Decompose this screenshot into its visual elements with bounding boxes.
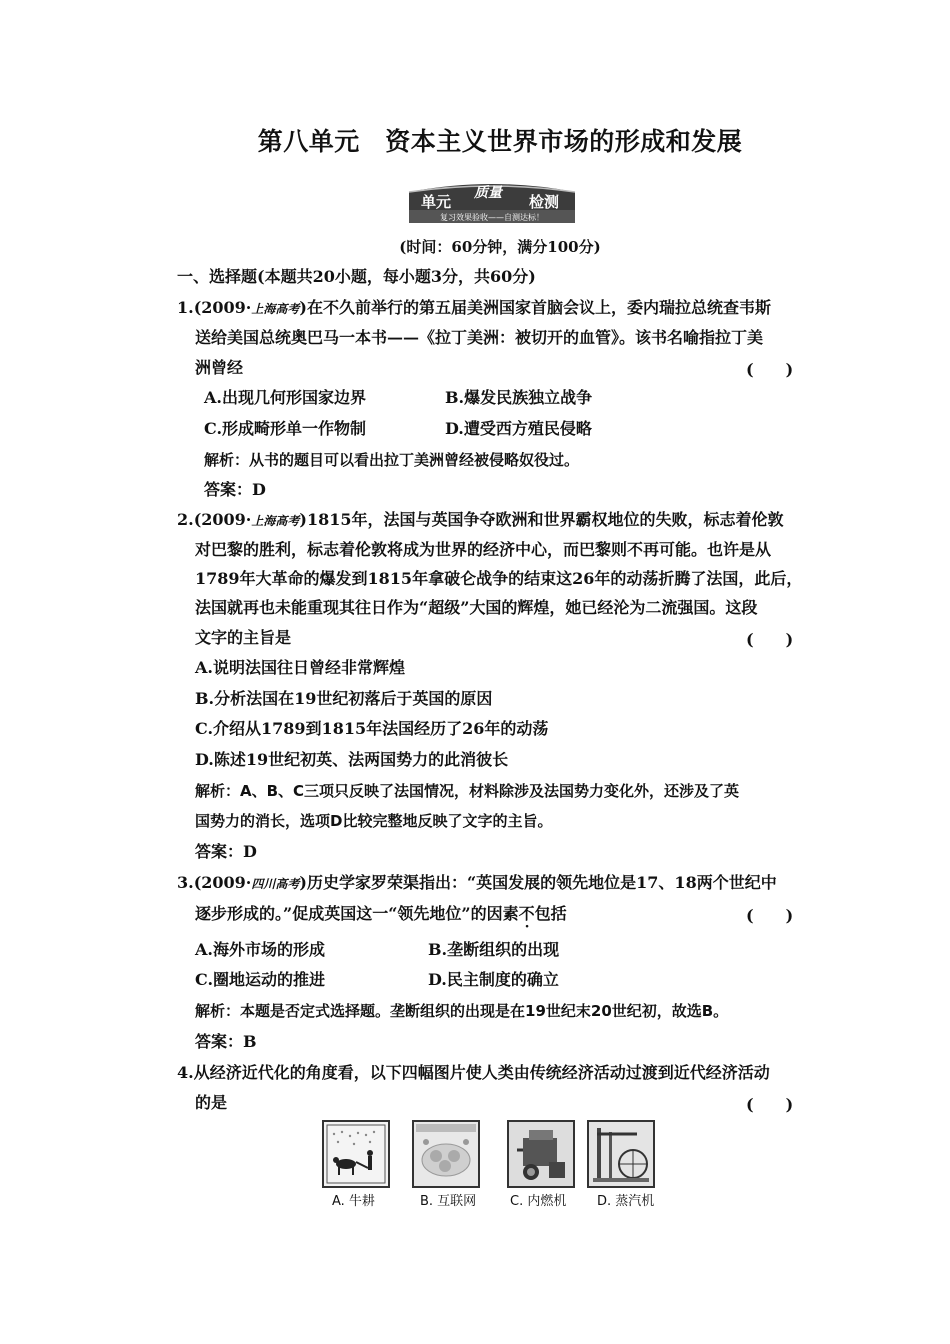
q2-source: 上海高考 [251,514,300,528]
banner-sub: 复习效果验收——自测达标！ [440,213,544,222]
banner-right: 检测 [529,193,560,211]
q2-answer-blank: ( ) [746,630,794,649]
internet-image [412,1120,480,1188]
emphasis-dot: 不 [518,904,535,923]
q4-answer-blank: ( ) [746,1095,794,1114]
q3-line-1: 3.(2009·四川高考)历史学家罗荣渠指出：“英国发展的领先地位是17、18两个世纪中 [177,873,777,892]
caption-a: A. 牛耕 [332,1194,375,1209]
q3-answer: 答案：B [195,1032,257,1051]
q1-source: 上海高考 [251,302,300,316]
q3-line-2: 逐步形成的。”促成英国这一“领先地位”的因素不包括 [195,904,567,923]
q1-option-b: B.爆发民族独立战争 [445,388,593,407]
q3-option-b: B.垄断组织的出现 [428,940,560,959]
q2-answer: 答案：D [195,842,257,861]
q2-option-d: D.陈述19世纪初英、法两国势力的此消彼长 [195,750,509,769]
q2-line-5: 文字的主旨是 [195,628,292,647]
q4-image-options [322,1120,667,1212]
q3-option-a: A.海外市场的形成 [195,940,325,959]
page-title: 第八单元 资本主义世界市场的形成和发展 [257,127,743,156]
q3-option-d: D.民主制度的确立 [428,970,559,989]
q3-option-c: C.圈地运动的推进 [195,970,326,989]
q1-line-3: 洲曾经 [195,358,244,377]
q2-option-c: C.介绍从1789到1815年法国经历了26年的动荡 [195,719,549,738]
q2-analysis-2: 国势力的消长，选项D比较完整地反映了文字的主旨。 [195,812,553,830]
banner-middle: 质量 [474,185,502,201]
unit-quality-test-banner [403,178,581,226]
q1-analysis: 解析：从书的题目可以看出拉丁美洲曾经被侵略奴役过。 [204,451,580,469]
q1-line-1: 1.(2009·上海高考)在不久前举行的第五届美洲国家首脑会议上，委内瑞拉总统查韦斯 [177,298,771,317]
steam-engine-image [587,1120,655,1188]
q3-source: 四川高考 [251,877,300,891]
section-heading: 一、选择题(本题共20小题，每小题3分，共60分) [177,267,536,286]
caption-b: B. 互联网 [420,1194,477,1209]
engine-image [507,1120,575,1188]
caption-c: C. 内燃机 [510,1194,567,1209]
caption-d: D. 蒸汽机 [597,1194,655,1209]
q2-line-4: 法国就再也未能重现其往日作为“超级”大国的辉煌，她已经沦为二流强国。这段 [195,598,758,617]
ox-plowing-image [322,1120,390,1188]
q1-option-c: C.形成畸形单一作物制 [204,419,367,438]
q2-line-1: 2.(2009·上海高考)1815年，法国与英国争夺欧洲和世界霸权地位的失败，标志着伦敦 [177,510,784,529]
q3-analysis: 解析：本题是否定式选择题。垄断组织的出现是在19世纪末20世纪初，故选B。 [195,1002,729,1020]
banner-left: 单元 [421,193,452,211]
q2-option-a: A.说明法国往日曾经非常辉煌 [195,658,405,677]
q4-line-2: 的是 [195,1093,228,1112]
q2-line-2: 对巴黎的胜利，标志着伦敦将成为世界的经济中心，而巴黎则不再可能。也许是从 [195,540,772,559]
q3-answer-blank: ( ) [746,906,794,925]
q4-line-1: 4.从经济近代化的角度看，以下四幅图片使人类由传统经济活动过渡到近代经济活动 [177,1063,770,1082]
q2-line-3: 1789年大革命的爆发到1815年拿破仑战争的结束这26年的动荡折腾了法国，此后， [195,569,803,588]
q1-line-2: 送给美国总统奥巴马一本书——《拉丁美洲：被切开的血管》。该书名喻指拉丁美 [195,328,764,347]
q1-answer: 答案：D [204,480,266,499]
q1-option-a: A.出现几何形国家边界 [204,388,366,407]
q1-answer-blank: ( ) [746,360,794,379]
q2-option-b: B.分析法国在19世纪初落后于英国的原因 [195,689,493,708]
time-note: (时间：60分钟，满分100分) [399,238,601,256]
q1-option-d: D.遭受西方殖民侵略 [445,419,592,438]
q2-analysis-1: 解析：A、B、C三项只反映了法国情况，材料除涉及法国势力变化外，还涉及了英 [195,782,740,800]
